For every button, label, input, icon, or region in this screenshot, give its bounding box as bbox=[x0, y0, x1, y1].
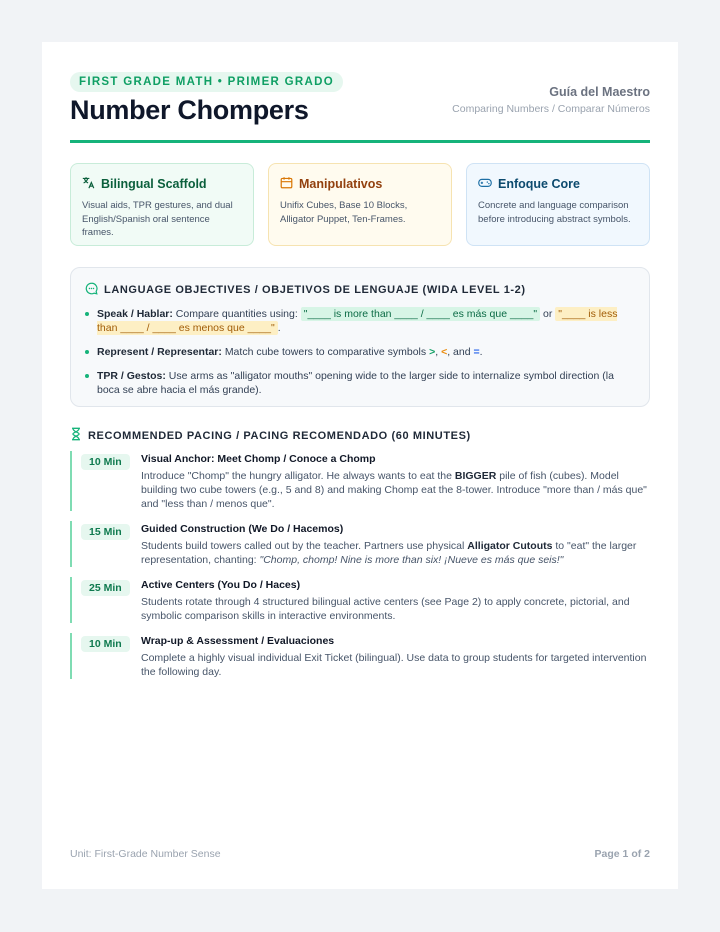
pacing-header bbox=[70, 427, 471, 444]
list-item bbox=[85, 369, 635, 397]
speak-label: Speak / Hablar: bbox=[97, 308, 173, 320]
card-enfoque-core bbox=[466, 163, 650, 246]
frame-more-than: "____ is more than ____ / ____ es más que ____" bbox=[301, 307, 540, 321]
or-text: or bbox=[543, 308, 553, 320]
step-title: Wrap-up & Assessment / Evaluaciones bbox=[141, 635, 335, 647]
step-title: Active Centers (You Do / Haces) bbox=[141, 579, 301, 591]
step-text: Introduce "Chomp" the hungry alligator. He always wants to eat the BIGGER pile of fish (cubes). Model building two cube towers (e.g., 5 and 8) and making Chomp eat the 8-tower. Introduce "more than / más que" and "less than / menos que". bbox=[141, 470, 647, 510]
page-number: Page 1 of 2 bbox=[594, 848, 650, 860]
grade-badge: FIRST GRADE MATH • PRIMER GRADO bbox=[70, 72, 343, 92]
step-text: Complete a highly visual individual Exit Ticket (bilingual). Use data to group students for targeted intervention the following day. bbox=[141, 652, 647, 678]
document-page bbox=[42, 42, 678, 889]
page-title: Number Chompers bbox=[70, 95, 309, 125]
time-badge: 25 Min bbox=[81, 580, 130, 596]
calendar-box-icon bbox=[280, 176, 299, 192]
card-text: Unifix Cubes, Base 10 Blocks, Alligator Puppet, Ten-Frames. bbox=[280, 200, 408, 225]
list-item: Represent / Representar: Match cube towers to comparative symbols >, <, and =. bbox=[85, 345, 635, 359]
time-badge: 15 Min bbox=[81, 524, 130, 540]
card-manipulativos bbox=[268, 163, 452, 246]
guide-label: Guía del Maestro bbox=[549, 85, 650, 99]
card-text: Visual aids, TPR gestures, and dual English/Spanish oral sentence frames. bbox=[82, 200, 233, 238]
chat-bubble-icon bbox=[85, 282, 104, 298]
pacing-step bbox=[70, 451, 650, 511]
objectives-list bbox=[85, 307, 635, 397]
card-title: Bilingual Scaffold bbox=[101, 177, 207, 191]
header bbox=[70, 72, 650, 143]
card-bilingual-scaffold bbox=[70, 163, 254, 246]
step-title: Guided Construction (We Do / Hacemos) bbox=[141, 523, 344, 535]
time-badge: 10 Min bbox=[81, 454, 130, 470]
represent-label: Represent / Representar: bbox=[97, 346, 222, 358]
represent-text: Match cube towers to comparative symbols bbox=[224, 346, 427, 358]
tpr-text: Use arms as "alligator mouths" opening wide to the larger side to internalize symbol direction (la boca se abre hacia el más grande). bbox=[97, 370, 614, 396]
translate-icon bbox=[82, 176, 101, 192]
speak-text: Compare quantities using: bbox=[175, 308, 298, 320]
tpr-label: TPR / Gestos: bbox=[97, 370, 166, 382]
pacing-step bbox=[70, 633, 650, 679]
unit-footer: Unit: First-Grade Number Sense bbox=[70, 848, 221, 860]
card-text: Concrete and language comparison before introducing abstract symbols. bbox=[478, 200, 631, 225]
time-badge: 10 Min bbox=[81, 636, 130, 652]
less-than-symbol: < bbox=[441, 346, 448, 358]
equals-symbol: = bbox=[473, 346, 480, 358]
section-heading: RECOMMENDED PACING / PACING RECOMENDADO (60 MINUTES) bbox=[88, 429, 471, 442]
gamepad-icon bbox=[478, 176, 498, 192]
frame-less-than: "____ is less than ____ / ____ es menos que ____" bbox=[97, 308, 618, 334]
step-text: Students build towers called out by the teacher. Partners use physical Alligator Cutouts to "eat" the larger representation, chanting: "Chomp, chomp! Nine is more than six! ¡Nueve es más que seis!" bbox=[141, 540, 637, 566]
card-title: Manipulativos bbox=[299, 177, 383, 191]
greater-than-symbol: > bbox=[429, 346, 436, 358]
language-objectives bbox=[70, 267, 650, 407]
pacing-step bbox=[70, 577, 650, 623]
step-title: Visual Anchor: Meet Chomp / Conoce a Chomp bbox=[141, 453, 376, 465]
list-item: Speak / Hablar: Compare quantities using: "____ is more than ____ / ____ es más que ____" or "____ is less than ____ / ____ es menos que ____" . bbox=[85, 307, 635, 335]
feature-cards bbox=[70, 163, 650, 247]
section-heading: LANGUAGE OBJECTIVES / OBJETIVOS DE LENGUAJE (WIDA LEVEL 1-2) bbox=[104, 284, 526, 296]
step-text: Students rotate through 4 structured bilingual active centers (see Page 2) to apply concrete, pictorial, and symbolic comparison skills in interactive environments. bbox=[141, 596, 630, 622]
pacing-step bbox=[70, 521, 650, 567]
pacing-timeline bbox=[70, 451, 650, 689]
hourglass-icon bbox=[70, 427, 88, 444]
guide-subtitle: Comparing Numbers / Comparar Números bbox=[452, 103, 650, 115]
card-title: Enfoque Core bbox=[498, 177, 580, 191]
